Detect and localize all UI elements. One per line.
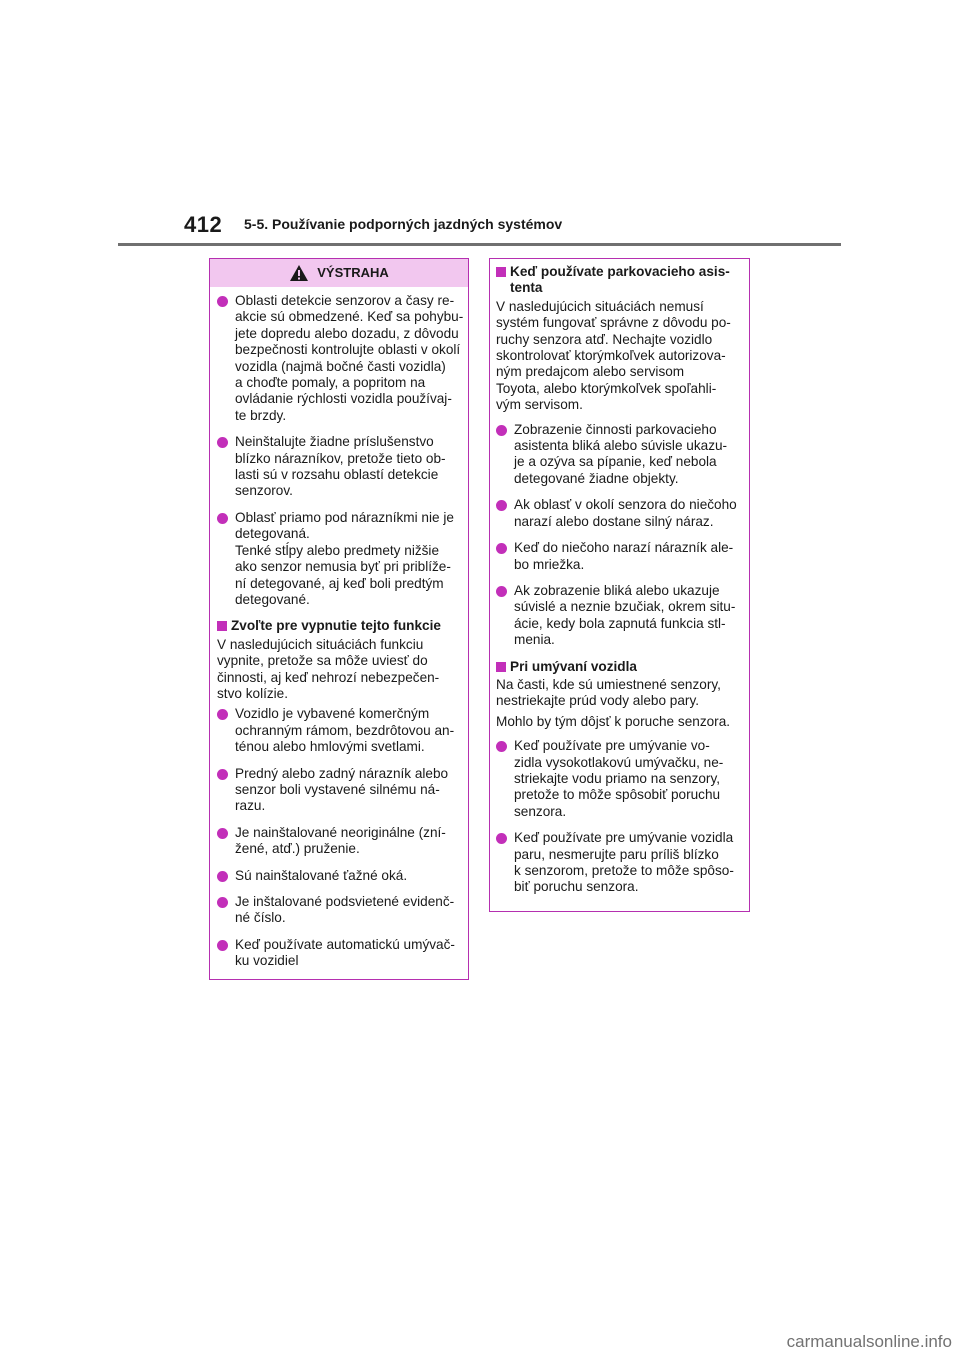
- text-line: Keď používate parkovacieho asis-: [510, 264, 730, 279]
- bullet-item: [496, 583, 743, 649]
- text-line: razu.: [235, 798, 266, 814]
- warning-triangle-icon: [289, 264, 309, 282]
- text-line: Ak oblasť v okolí senzora do niečoho: [514, 497, 737, 513]
- text-line: vým servisom.: [496, 397, 583, 413]
- text-line: Na časti, kde sú umiestnené senzory,: [496, 676, 721, 692]
- warning-header: [210, 259, 468, 287]
- heading-square-icon: [217, 621, 227, 631]
- bullet-item: [496, 540, 743, 573]
- text-line: skontrolovať ktorýmkoľvek autorizova-: [496, 348, 726, 364]
- text-line: Keď používate automatickú umývač-: [235, 936, 455, 952]
- text-line: ovládanie rýchlosti vozidla používaj-: [235, 391, 452, 407]
- text-line: menia.: [514, 632, 555, 648]
- text-line: akcie sú obmedzené. Keď sa pohybu-: [235, 309, 464, 325]
- paragraph: [496, 299, 743, 414]
- paragraph: [217, 637, 462, 703]
- bullet-dot-icon: [217, 897, 228, 908]
- text-line: bo mriežka.: [514, 556, 585, 572]
- bullet-item: [217, 766, 462, 815]
- text-line: ochranným rámom, bezdrôtovou an-: [235, 722, 455, 738]
- page-number: 412: [184, 212, 223, 237]
- text-line: je a ozýva sa pípanie, keď nebola: [514, 454, 717, 470]
- header-rule: [118, 243, 841, 246]
- paragraph: [496, 714, 743, 730]
- bullet-item: [217, 510, 462, 608]
- text-line: bezpečnosti kontrolujte oblasti v okolí: [235, 342, 461, 358]
- text-line: Je inštalované podsvietené evidenč-: [235, 894, 455, 909]
- text-line: V nasledujúcich situáciách funkciu: [217, 636, 424, 652]
- text-line: ácie, kedy bola zapnutá funkcia stl-: [514, 615, 726, 631]
- bullet-item: [217, 868, 462, 884]
- text-line: narazí alebo dostane silný náraz.: [514, 513, 714, 529]
- text-line: senzora.: [514, 803, 567, 819]
- text-line: Je nainštalované neoriginálne (zní-: [235, 824, 446, 840]
- bullet-dot-icon: [217, 871, 228, 882]
- text-line: Ak zobrazenie bliká alebo ukazuje: [514, 582, 720, 598]
- bullet-dot-icon: [217, 828, 228, 839]
- text-line: Vozidlo je vybavené komerčným: [235, 706, 430, 722]
- text-line: Keď používate pre umývanie vozidla: [514, 830, 734, 846]
- bullet-dot-icon: [496, 833, 507, 844]
- bullet-dot-icon: [217, 709, 228, 720]
- bullet-dot-icon: [496, 425, 507, 436]
- bullet-dot-icon: [496, 500, 507, 511]
- text-line: činnosti, aj keď nehrozí nebezpečen-: [217, 669, 440, 685]
- bullet-dot-icon: [217, 940, 228, 951]
- bullet-item: [217, 293, 462, 424]
- warning-box: [209, 258, 469, 980]
- bullet-item: [496, 830, 743, 896]
- bullet-dot-icon: [217, 437, 228, 448]
- text-line: paru, nesmerujte paru príliš blízko: [514, 846, 719, 862]
- section-heading: [496, 264, 743, 297]
- text-line: ruchy senzora atď. Nechajte vozidlo: [496, 331, 713, 347]
- bullet-item: [217, 937, 462, 970]
- text-line: te brzdy.: [235, 407, 287, 423]
- section-heading: [496, 659, 743, 675]
- bullet-item: [217, 825, 462, 858]
- text-line: a choďte pomaly, a popritom na: [235, 375, 426, 391]
- text-line: vozidla (najmä bočné časti vozidla): [235, 358, 446, 374]
- text-line: ným predajcom alebo servisom: [496, 364, 685, 380]
- text-line: ku vozidiel: [235, 953, 299, 969]
- watermark: carmanualsonline.info: [786, 1332, 952, 1351]
- heading-text: Pri umývaní vozidla: [510, 658, 637, 674]
- warning-title: VÝSTRAHA: [317, 264, 389, 280]
- info-box: [489, 258, 750, 912]
- text-line: tenta: [510, 280, 543, 296]
- text-line: Zobrazenie činnosti parkovacieho: [514, 421, 717, 437]
- bullet-item: [496, 497, 743, 530]
- text-line: Toyota, alebo ktorýmkoľvek spoľahli-: [496, 380, 717, 396]
- text-line: zidla vysokotlakovú umývačku, ne-: [514, 754, 724, 770]
- text-line: Keď používate pre umývanie vo-: [514, 738, 710, 754]
- text-line: žené, atď.) pruženie.: [235, 841, 360, 857]
- text-line: ako senzor nemusia byť pri priblíže-: [235, 559, 451, 575]
- warning-content: [210, 287, 468, 970]
- text-line: Neinštalujte žiadne príslušenstvo: [235, 434, 434, 450]
- text-line: lasti sú v rozsahu oblastí detekcie: [235, 467, 439, 483]
- bullet-item: [496, 422, 743, 488]
- text-line: asistenta bliká alebo súvisle ukazu-: [514, 438, 728, 454]
- text-line: Sú nainštalované ťažné oká.: [235, 867, 408, 883]
- heading-square-icon: [496, 267, 506, 277]
- text-line: striekajte vodu priamo na senzory,: [514, 770, 721, 786]
- text-line: Predný alebo zadný nárazník alebo: [235, 765, 449, 781]
- info-content: [490, 259, 749, 896]
- text-line: systém fungovať správne z dôvodu po-: [496, 315, 731, 331]
- bullet-item: [217, 894, 462, 927]
- bullet-item: [496, 738, 743, 820]
- heading-text: Zvoľte pre vypnutie tejto funkcie: [231, 618, 441, 634]
- bullet-item: [217, 434, 462, 500]
- text-line: pretože to môže spôsobiť poruchu: [514, 787, 721, 803]
- bullet-dot-icon: [496, 741, 507, 752]
- text-line: ténou alebo hmlovými svetlami.: [235, 739, 425, 755]
- text-line: Tenké stĺpy alebo predmety nižšie: [235, 542, 440, 558]
- bullet-dot-icon: [217, 769, 228, 780]
- text-line: detegované žiadne objekty.: [514, 470, 679, 486]
- text-line: Keď do niečoho narazí nárazník ale-: [514, 540, 734, 556]
- bullet-item: [217, 706, 462, 755]
- text-line: detegovaná.: [235, 526, 310, 542]
- text-line: Oblasti detekcie senzorov a časy re-: [235, 293, 455, 308]
- bullet-dot-icon: [496, 543, 507, 554]
- paragraph: [496, 677, 743, 710]
- text-line: nestriekajte prúd vody alebo pary.: [496, 693, 700, 709]
- text-line: né číslo.: [235, 910, 286, 926]
- text-line: V nasledujúcich situáciách nemusí: [496, 298, 704, 314]
- text-line: Mohlo by tým dôjsť k poruche senzora.: [496, 713, 731, 729]
- text-line: detegované.: [235, 591, 310, 607]
- text-line: stvo kolízie.: [217, 685, 289, 701]
- bullet-dot-icon: [217, 296, 228, 307]
- text-line: Oblasť priamo pod nárazníkmi nie je: [235, 509, 454, 525]
- text-line: biť poruchu senzora.: [514, 879, 639, 895]
- heading-square-icon: [496, 662, 506, 672]
- text-line: blízko nárazníkov, pretože tieto ob-: [235, 450, 446, 466]
- bullet-dot-icon: [496, 586, 507, 597]
- text-line: jete dopredu alebo dozadu, z dôvodu: [235, 325, 459, 341]
- text-line: súvislé a neznie bzučiak, okrem situ-: [514, 599, 736, 615]
- text-line: k senzorom, pretože to môže spôso-: [514, 863, 734, 878]
- text-line: ní detegované, aj keď boli predtým: [235, 575, 444, 591]
- text-line: vypnite, pretože sa môže uviesť do: [217, 653, 428, 669]
- section-heading: [217, 618, 462, 634]
- text-line: senzorov.: [235, 483, 293, 499]
- section-title: 5-5. Používanie podporných jazdných systémov: [244, 216, 563, 232]
- text-line: senzor boli vystavené silnému ná-: [235, 781, 440, 797]
- bullet-dot-icon: [217, 513, 228, 524]
